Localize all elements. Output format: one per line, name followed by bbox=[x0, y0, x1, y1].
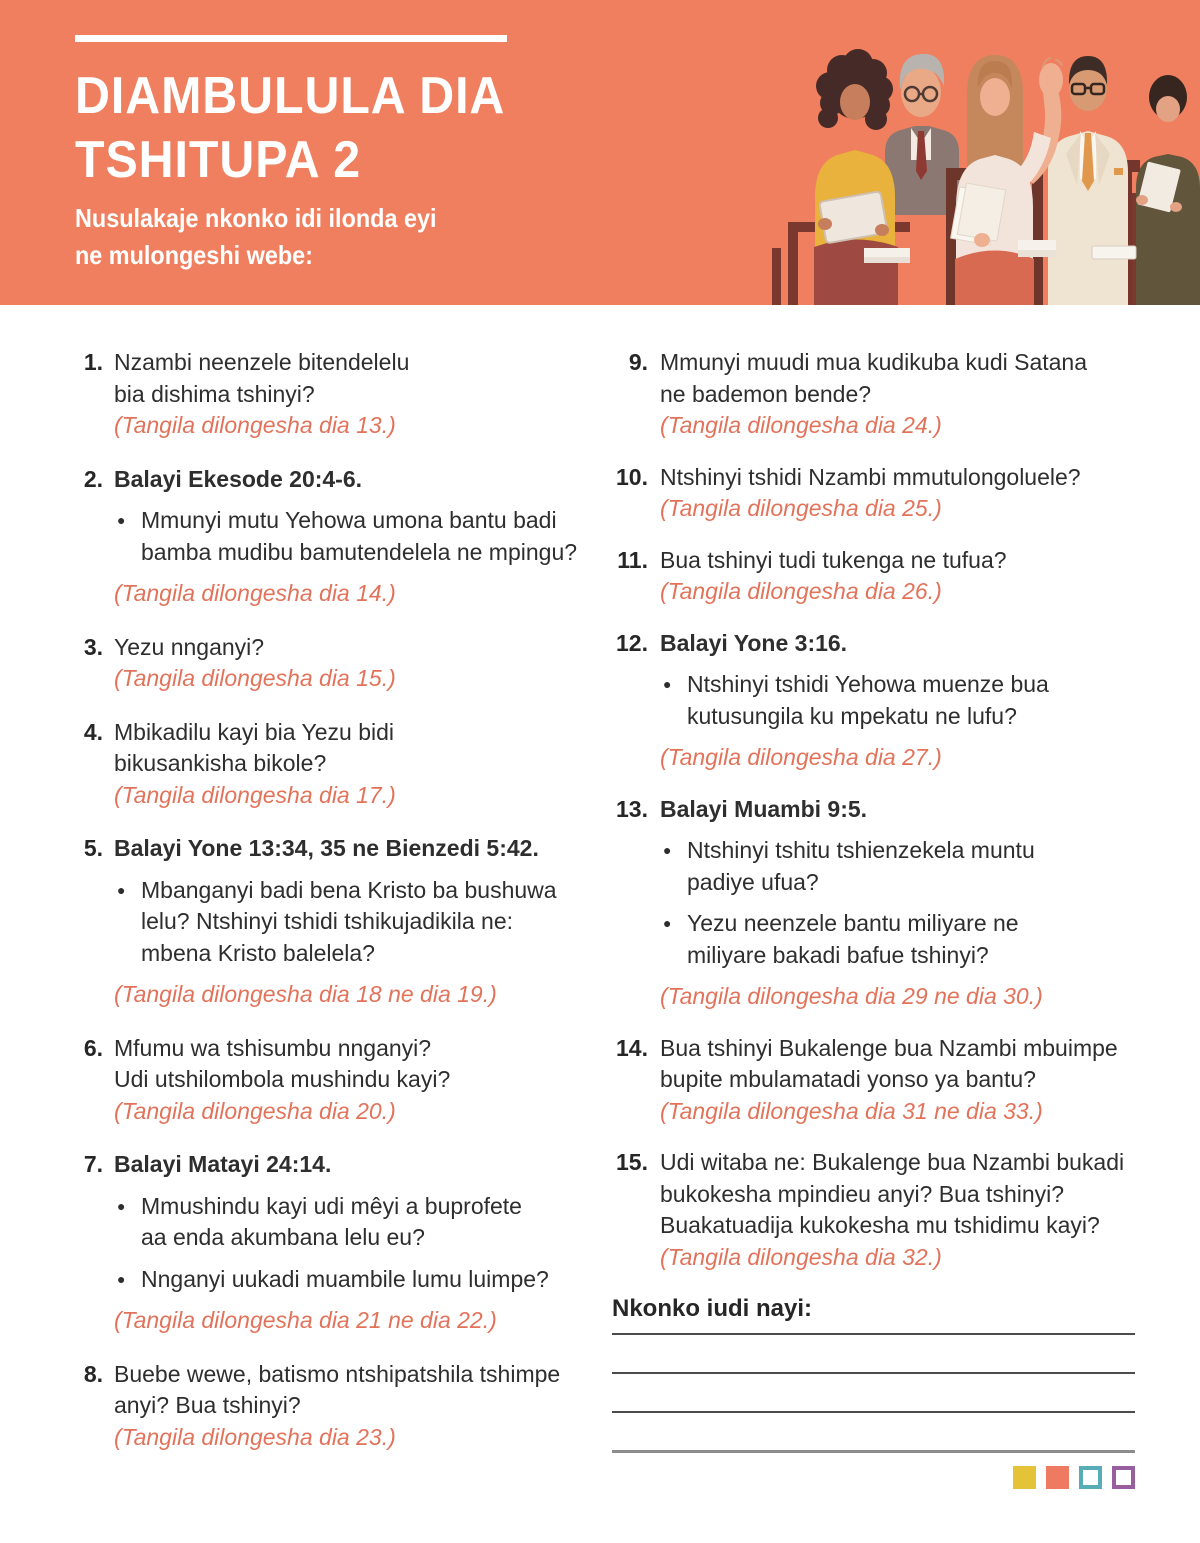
question-text: Balayi Yone 13:34, 35 ne Bienzedi 5:42. bbox=[114, 835, 539, 861]
question-item bbox=[83, 1359, 598, 1454]
question-bullet bbox=[660, 669, 1135, 732]
bullet-icon: ● bbox=[663, 842, 672, 858]
questions-column-left bbox=[83, 347, 598, 1475]
footer-color-squares bbox=[612, 1466, 1135, 1489]
question-number: 5. bbox=[83, 835, 103, 861]
question-text: Balayi Ekesode 20:4-6. bbox=[114, 465, 363, 492]
page-title bbox=[75, 64, 505, 192]
question-body bbox=[660, 1033, 1135, 1128]
bullet-icon: ● bbox=[117, 881, 126, 898]
question-body bbox=[660, 545, 1135, 608]
question-text: Balayi Muambi 9:5. bbox=[660, 795, 868, 822]
bullet-text: Mmushindu kayi udi mêyi a buprofete aa enda akumbana lelu eu? bbox=[141, 1192, 522, 1250]
woman-reading bbox=[1128, 75, 1200, 305]
question-item bbox=[83, 464, 598, 610]
woman-yellow-tablet bbox=[788, 49, 910, 305]
question-number: 3. bbox=[83, 633, 103, 660]
question-bullet bbox=[660, 908, 1135, 971]
question-body bbox=[660, 462, 1135, 525]
question-body bbox=[114, 1149, 598, 1337]
question-number: 4. bbox=[83, 718, 103, 745]
question-body bbox=[114, 833, 598, 1011]
question-item bbox=[612, 347, 1135, 442]
question-text: Balayi Yone 3:16. bbox=[660, 629, 848, 656]
page-title-line2: TSHITUPA 2 bbox=[75, 131, 362, 189]
bullet-text: Ntshinyi tshidi Yehowa muenze bua kutusungila ku mpekatu ne lufu? bbox=[687, 671, 1049, 729]
bullet-text: Ntshinyi tshitu tshienzekela muntu padiye ufua? bbox=[687, 837, 1035, 895]
question-text: Mfumu wa tshisumbu nnganyi? Udi utshilombola mushindu kayi? bbox=[114, 1034, 451, 1092]
salmon-filled-square bbox=[1046, 1466, 1069, 1489]
woman-raising-hand bbox=[946, 55, 1063, 305]
question-text: Nzambi neenzele bitendelelu bia dishima tshinyi? bbox=[114, 349, 410, 407]
answer-line bbox=[612, 1413, 1135, 1453]
page-header bbox=[0, 0, 1200, 305]
bullet-icon: ● bbox=[663, 676, 672, 692]
question-item bbox=[612, 1147, 1135, 1273]
question-body bbox=[114, 1359, 598, 1454]
answer-line bbox=[612, 1335, 1135, 1374]
lesson-reference: (Tangila dilongesha dia 27.) bbox=[660, 744, 942, 770]
question-item bbox=[612, 462, 1135, 525]
question-text: Udi witaba ne: Bukalenge bua Nzambi bukadi bukokesha mpindieu anyi? Bua tshinyi? Buakatuadija kukokesha mu tshidimu kayi? bbox=[660, 1149, 1125, 1238]
question-body bbox=[114, 717, 598, 812]
teal-outline-square bbox=[1079, 1466, 1102, 1489]
question-body bbox=[114, 347, 598, 442]
question-text: Ntshinyi tshidi Nzambi mmutulongoluele? bbox=[660, 463, 1081, 490]
question-item bbox=[612, 794, 1135, 1013]
question-item bbox=[83, 632, 598, 695]
question-item bbox=[612, 628, 1135, 774]
lesson-reference: (Tangila dilongesha dia 23.) bbox=[114, 1423, 396, 1450]
question-text: Mbikadilu kayi bia Yezu bidi bikusankisha bikole? bbox=[114, 718, 395, 776]
lesson-reference: (Tangila dilongesha dia 15.) bbox=[114, 665, 396, 691]
question-body bbox=[660, 1147, 1135, 1273]
lesson-reference: (Tangila dilongesha dia 29 ne dia 30.) bbox=[660, 983, 1043, 1009]
lesson-reference: (Tangila dilongesha dia 18 ne dia 19.) bbox=[114, 981, 497, 1007]
question-body bbox=[114, 1033, 598, 1128]
question-number: 15. bbox=[616, 1149, 648, 1175]
bullet-text: Mmunyi mutu Yehowa umona bantu badi bamba mudibu bamutendelela ne mpingu? bbox=[141, 507, 578, 565]
lesson-reference: (Tangila dilongesha dia 32.) bbox=[660, 1243, 942, 1270]
bullet-icon: ● bbox=[117, 1270, 126, 1287]
question-item bbox=[83, 833, 598, 1011]
question-text: Bua tshinyi Bukalenge bua Nzambi mbuimpe bupite mbulamatadi yonso ya bantu? bbox=[660, 1034, 1118, 1092]
question-number: 10. bbox=[616, 463, 648, 490]
bullet-text: Yezu neenzele bantu miliyare ne miliyare bakadi bafue tshinyi? bbox=[687, 910, 1019, 968]
question-body bbox=[114, 464, 598, 610]
bullet-icon: ● bbox=[117, 512, 126, 528]
question-item bbox=[83, 1149, 598, 1337]
question-text: Balayi Matayi 24:14. bbox=[114, 1151, 332, 1177]
question-body bbox=[660, 628, 1135, 774]
question-number: 14. bbox=[616, 1034, 648, 1061]
bullet-icon: ● bbox=[663, 915, 672, 931]
page-subtitle-line1: Nusulakaje nkonko idi ilonda eyi bbox=[75, 203, 437, 233]
lesson-reference: (Tangila dilongesha dia 14.) bbox=[114, 580, 396, 606]
question-bullet bbox=[114, 1264, 598, 1296]
bullet-text: Nnganyi uukadi muambile lumu luimpe? bbox=[141, 1265, 549, 1292]
answer-line bbox=[612, 1325, 1135, 1335]
page-subtitle-line2: ne mulongeshi webe: bbox=[75, 240, 313, 270]
page-title-line1: DIAMBULULA DIA bbox=[75, 67, 506, 125]
lesson-reference: (Tangila dilongesha dia 21 ne dia 22.) bbox=[114, 1307, 497, 1333]
question-number: 2. bbox=[83, 465, 103, 492]
question-number: 9. bbox=[628, 349, 648, 375]
lesson-reference: (Tangila dilongesha dia 31 ne dia 33.) bbox=[660, 1097, 1043, 1124]
question-bullet bbox=[114, 505, 598, 568]
lesson-reference: (Tangila dilongesha dia 26.) bbox=[660, 578, 942, 604]
lesson-reference: (Tangila dilongesha dia 13.) bbox=[114, 412, 396, 438]
yellow-filled-square bbox=[1013, 1466, 1036, 1489]
question-text: Yezu nnganyi? bbox=[114, 633, 265, 660]
notes-heading: Nkonko iudi nayi: bbox=[612, 1295, 813, 1322]
question-item bbox=[83, 717, 598, 812]
lesson-reference: (Tangila dilongesha dia 25.) bbox=[660, 495, 942, 521]
question-item bbox=[83, 1033, 598, 1128]
questions-column-right bbox=[612, 347, 1135, 1489]
question-number: 1. bbox=[83, 349, 103, 375]
page-subtitle bbox=[75, 200, 436, 274]
question-body bbox=[660, 794, 1135, 1013]
bullet-text: Mbanganyi badi bena Kristo ba bushuwa lelu? Ntshinyi tshidi tshikujadikila ne: mbena Kristo balelela? bbox=[141, 876, 557, 966]
question-number: 6. bbox=[83, 1034, 103, 1061]
question-number: 12. bbox=[616, 629, 648, 656]
question-item bbox=[612, 545, 1135, 608]
question-bullet bbox=[114, 1191, 598, 1254]
question-bullet bbox=[660, 835, 1135, 898]
question-item bbox=[83, 347, 598, 442]
question-number: 7. bbox=[83, 1151, 103, 1177]
lesson-reference: (Tangila dilongesha dia 24.) bbox=[660, 412, 942, 438]
header-rule bbox=[75, 35, 507, 42]
question-number: 11. bbox=[617, 546, 648, 573]
answer-line bbox=[612, 1374, 1135, 1413]
bullet-icon: ● bbox=[117, 1197, 126, 1214]
question-number: 13. bbox=[616, 795, 648, 822]
meeting-audience-illustration bbox=[770, 0, 1200, 305]
question-text: Buebe wewe, batismo ntshipatshila tshimpe anyi? Bua tshinyi? bbox=[114, 1360, 561, 1418]
question-body bbox=[114, 632, 598, 695]
purple-outline-square bbox=[1112, 1466, 1135, 1489]
question-body bbox=[660, 347, 1135, 442]
question-text: Bua tshinyi tudi tukenga ne tufua? bbox=[660, 546, 1007, 573]
question-number: 8. bbox=[83, 1360, 103, 1387]
lesson-reference: (Tangila dilongesha dia 20.) bbox=[114, 1097, 396, 1124]
lesson-reference: (Tangila dilongesha dia 17.) bbox=[114, 781, 396, 808]
question-bullet bbox=[114, 875, 598, 970]
question-text: Mmunyi muudi mua kudikuba kudi Satana ne bademon bende? bbox=[660, 349, 1088, 407]
question-item bbox=[612, 1033, 1135, 1128]
man-cream-suit bbox=[1048, 56, 1140, 305]
